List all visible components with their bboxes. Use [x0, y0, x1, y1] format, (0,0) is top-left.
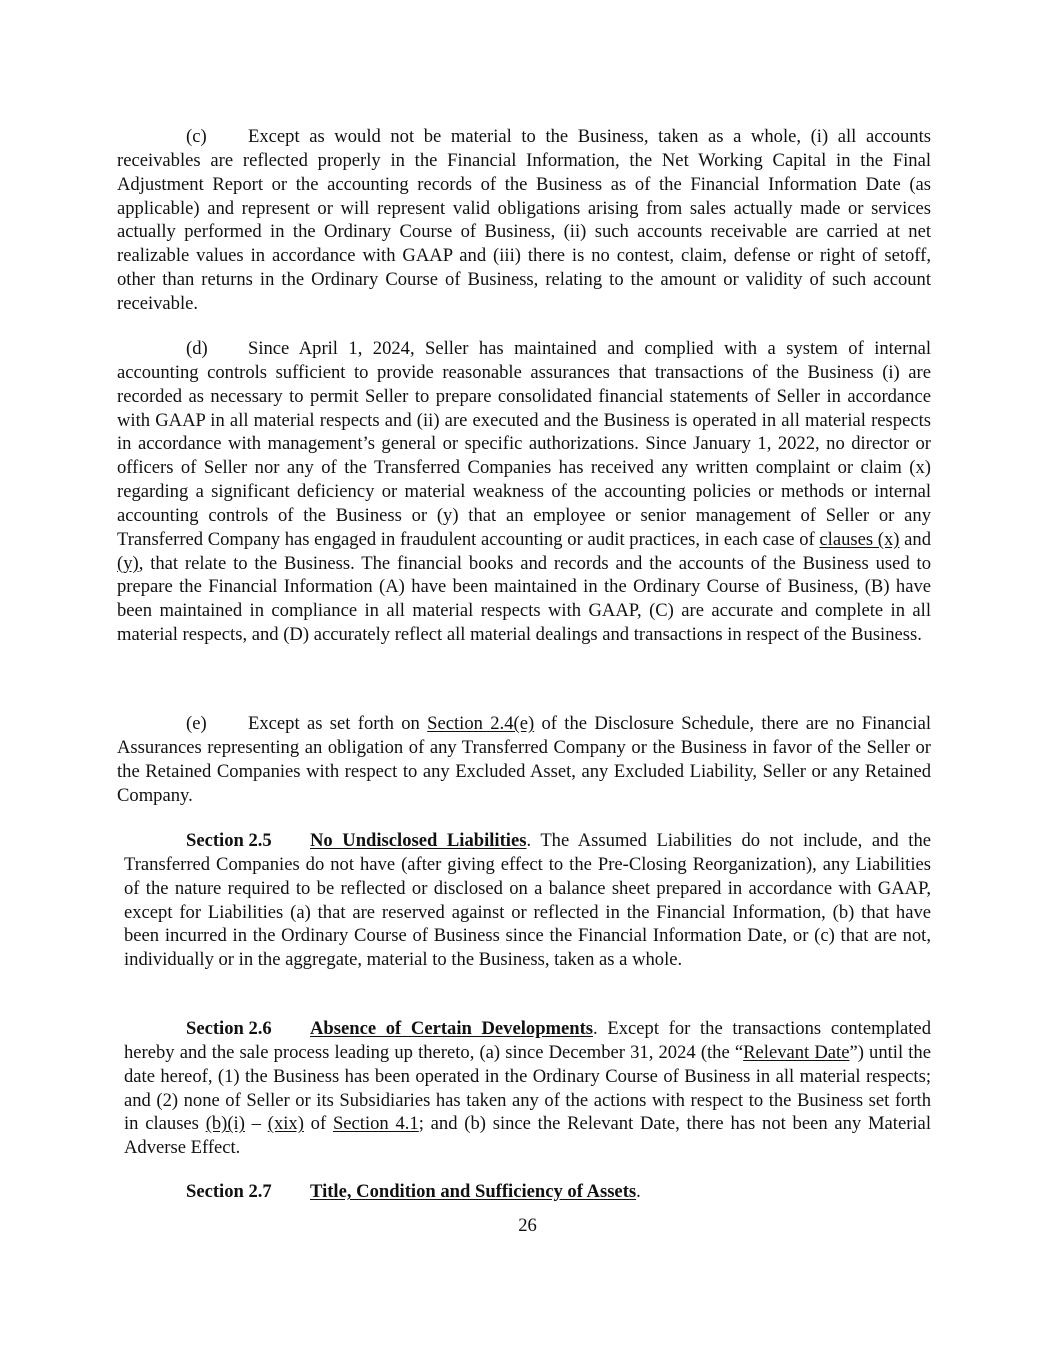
paragraph-text: Except as set forth on — [248, 713, 428, 734]
defined-term: Relevant Date — [743, 1041, 850, 1063]
section-title: Title, Condition and Sufficiency of Assets — [310, 1181, 637, 1202]
page-number: 26 — [518, 1215, 537, 1236]
section-title: Absence of Certain Developments — [310, 1018, 594, 1039]
section-number: Section 2.7 — [186, 1181, 272, 1202]
paragraph-e — [117, 712, 931, 807]
section-number: Section 2.6 — [186, 1018, 272, 1039]
section-title: No Undisclosed Liabilities — [310, 830, 527, 851]
cross-reference-link[interactable]: Section 4.1 — [332, 1113, 419, 1135]
paragraph-label: (d) — [186, 338, 208, 359]
cross-reference-link[interactable]: (xix) — [267, 1113, 304, 1135]
cross-reference-link[interactable]: clauses (x) — [819, 528, 900, 550]
section-text: – — [244, 1113, 268, 1135]
section-text: of — [303, 1113, 333, 1135]
paragraph-label: (e) — [186, 713, 207, 734]
section-text: . Except for the transactions contemplated hereby and the sale process leading up thereto, (a) since December 31, 2024 (the “ — [124, 1018, 931, 1063]
paragraph-label: (c) — [186, 126, 207, 147]
section-2-7 — [124, 1180, 931, 1204]
cross-reference-link[interactable]: (y) — [117, 552, 139, 574]
paragraph-text: Except as would not be material to the Business, taken as a whole, (i) all accounts receivables are reflected properly in the Financial Information, the Net Working Capital in the Final Adjustment Report or the accounting records of the Business as of the Financial Information Date (as applicable) and represent or will represent valid obligations arising from sales actually made or services actually performed in the Ordinary Course of Business, (ii) such accounts receivable are carried at net realizable values in accordance with GAAP and (iii) there is no contest, claim, defense or right of setoff, other than returns in the Ordinary Course of Business, relating to the amount or validity of such account receivable. — [117, 126, 931, 314]
paragraph-text: of the Disclosure Schedule, there are no Financial Assurances representing an obligation of any Transferred Company or the Business in favor of the Seller or the Retained Companies with respect to any Excluded Asset, any Excluded Liability, Seller or any Retained Company. — [117, 713, 931, 806]
section-text: ; and (b) since the Relevant Date, there has not been any Material Adverse Effect. — [124, 1113, 931, 1159]
section-text: ”) until the date hereof, (1) the Business has been operated in the Ordinary Course of Business in all material respects; and (2) none of Seller or its Subsidiaries has taken any of the actions with respect to the Business set forth in clauses — [124, 1041, 931, 1135]
paragraph-text: , that relate to the Business. The financial books and records and the accounts of the Business used to prepare the Financial Information (A) have been maintained in the Ordinary Course of Business, (B) have been maintained in compliance in all material respects with GAAP, (C) are accurate and complete in all material respects, and (D) accurately reflect all material dealings and transactions in respect of the Business. — [117, 552, 931, 646]
section-text: . — [636, 1181, 641, 1202]
section-text: . The Assumed Liabilities do not include, and the Transferred Companies do not have (after giving effect to the Pre-Closing Reorganization), any Liabilities of the nature required to be reflected or disclosed on a balance sheet prepared in accordance with GAAP, except for Liabilities (a) that are reserved against or reflected in the Financial Information, (b) that have been incurred in the Ordinary Course of Business since the Financial Information Date, or (c) that are not, individually or in the aggregate, material to the Business, taken as a whole. — [124, 830, 931, 971]
paragraph-d — [117, 337, 931, 647]
section-number: Section 2.5 — [186, 830, 272, 851]
paragraph-c — [117, 125, 931, 316]
cross-reference-link[interactable]: Section 2.4(e) — [427, 713, 535, 734]
cross-reference-link[interactable]: (b)(i) — [205, 1113, 245, 1135]
paragraph-text: Since April 1, 2024, Seller has maintained and complied with a system of internal accounting controls sufficient to provide reasonable assurances that transactions of the Business (i) are recorded as necessary to permit Seller to prepare consolidated financial statements of Seller in accordance with GAAP in all material respects and (ii) are executed and the Business is operated in all material respects in accordance with management’s general or specific authorizations. Since January 1, 2022, no director or officers of Seller nor any of the Transferred Companies has received any written complaint or claim (x) regarding a significant deficiency or material weakness of the accounting policies or methods or internal accounting controls of the Business or (y) that an employee or senior management of Seller or any Transferred Company has engaged in fraudulent accounting or audit practices, in each case of — [117, 338, 931, 550]
section-2-5 — [124, 829, 931, 972]
section-2-6 — [124, 1017, 931, 1160]
paragraph-text: and — [899, 528, 931, 550]
